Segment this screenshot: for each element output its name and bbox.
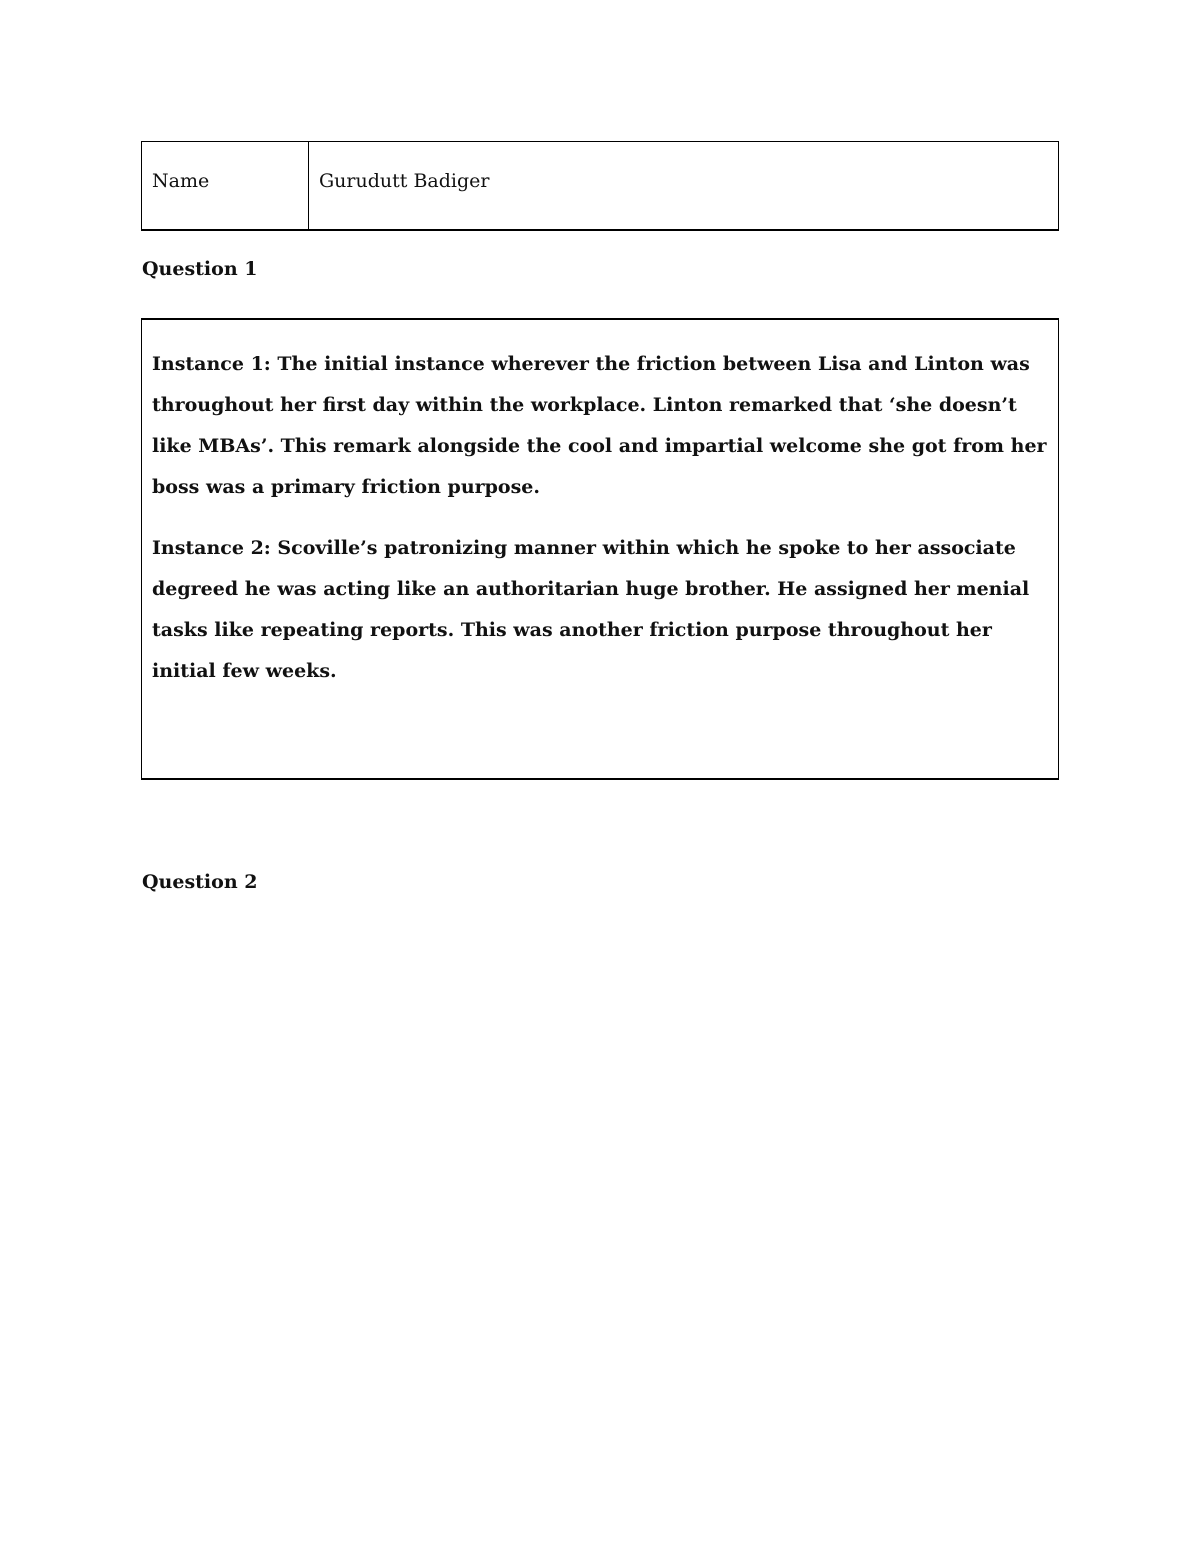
question-1-heading: Question 1 [142,258,258,280]
name-label: Name [142,142,309,231]
question-2-heading: Question 2 [142,871,258,893]
name-row [142,142,1059,231]
instance-2-paragraph: Instance 2: Scoville’s patronizing manner within which he spoke to her associate degreed he was acting like an authoritarian huge brother. He assigned her menial tasks like repeating reports. This was another friction purpose throughout her initial few weeks. [152,537,1030,682]
question-1-answer-box [141,318,1059,780]
instance-1-paragraph: Instance 1: The initial instance wherever the friction between Lisa and Linton was throughout her first day within the workplace. Linton remarked that ‘she doesn’t like MBAs’. This remark alongside the cool and impartial welcome she got from her boss was a primary friction purpose. [152,353,1047,498]
name-table [141,141,1059,231]
name-value: Gurudutt Badiger [309,142,1059,231]
